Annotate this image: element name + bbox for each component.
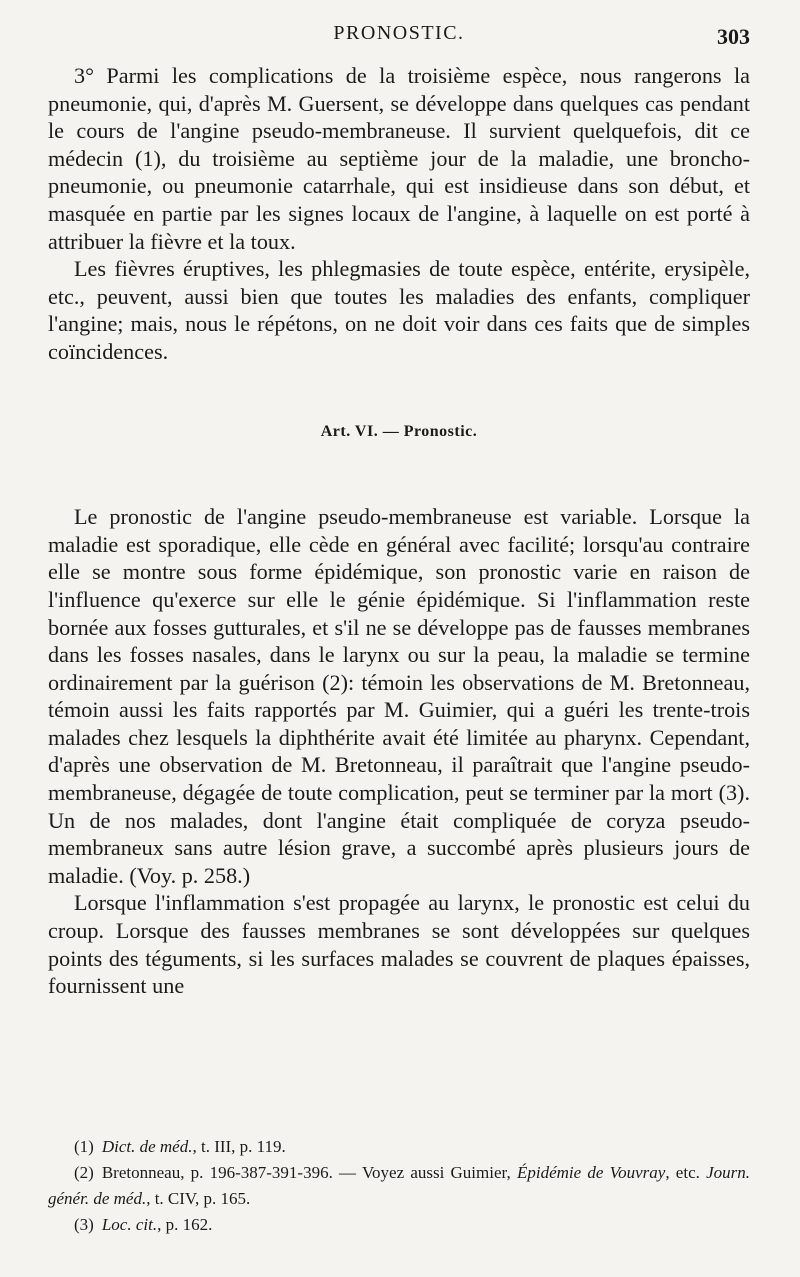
section-heading: Art. VI. — Pronostic. <box>320 422 478 440</box>
footnote-3 <box>48 1212 750 1238</box>
footnote-mark: (1) <box>74 1137 94 1156</box>
footnote-source-title: Épidémie de Vouvray <box>516 1163 666 1182</box>
running-title: PRONOSTIC. <box>333 22 465 44</box>
footnote-mark: (2) <box>74 1163 94 1182</box>
footnote-reference: , t. III, p. 119. <box>192 1137 286 1156</box>
paragraph-complications-pneumonia: 3° Parmi les complications de la troisième espèce, nous rangerons la pneumonie, qui, d'après M. Guersent, se développe dans quelques cas pendant le cours de l'angine pseudo-membraneuse. Il survient quelquefois, dit ce médecin (1), du troisième au septième jour de la maladie, une broncho-pneumonie, ou pneumonie catarrhale, qui est insidieuse dans son début, et masquée en partie par les signes locaux de l'angine, à laquelle on est porté à attribuer la fièvre et la toux. <box>48 63 750 254</box>
page-number: 303 <box>717 24 750 49</box>
page-header <box>48 18 750 54</box>
footnote-source-title: Journ. génér. de méd. <box>48 1163 750 1208</box>
footnote-2 <box>48 1160 750 1212</box>
footnote-source-title: Dict. de méd. <box>101 1137 193 1156</box>
footnote-reference: , t. CIV, p. 165. <box>146 1189 251 1208</box>
paragraph-larynx-propagation: Lorsque l'inflammation s'est propagée au larynx, le pronostic est celui du croup. Lorsque des fausses membranes se sont développées sur quelques points des téguments, si les surfaces malades se couvrent de plaques épaisses, fournissent une <box>48 890 750 999</box>
paragraph-prognosis-variable: Le pronostic de l'angine pseudo-membraneuse est variable. Lorsque la maladie est sporadique, elle cède en général avec facilité; lorsqu'au contraire elle se montre sous forme épidémique, son pronostic varie en raison de l'influence qu'exerce sur elle le génie épidémique. Si l'inflammation reste bornée aux fosses gutturales, et s'il ne se développe pas de fausses membranes dans les fosses nasales, dans le larynx ou sur la peau, la maladie se termine ordinairement par la guérison (2): témoin les observations de M. Bretonneau, témoin aussi les faits rapportés par M. Guimier, qui a guéri les trente-trois malades chez lesquels la diphthérite avait été limitée au pharynx. Cependant, d'après une observation de M. Bretonneau, il paraîtrait que l'angine pseudo-membraneuse, dégagée de toute complication, peut se terminer par la mort (3). Un de nos malades, dont l'angine était compliquée de coryza pseudo-membraneux sans autre lésion grave, a succombé après plusieurs jours de maladie. (Voy. p. 258.) <box>48 504 750 888</box>
footnotes <box>48 1134 750 1238</box>
footnote-reference: Bretonneau, p. 196-387-391-396. — Voyez aussi Guimier, <box>101 1163 517 1182</box>
footnote-reference: , etc. <box>665 1163 707 1182</box>
body-text <box>48 62 750 1000</box>
footnote-source-title: Loc. cit. <box>101 1215 158 1234</box>
footnote-mark: (3) <box>74 1215 94 1234</box>
footnote-1 <box>48 1134 750 1160</box>
paragraph-eruptive-fevers: Les fièvres éruptives, les phlegmasies de toute espèce, entérite, erysipèle, etc., peuvent, aussi bien que toutes les maladies des enfants, compliquer l'angine; mais, nous le répétons, on ne doit voir dans ces faits que de simples coïncidences. <box>48 256 750 364</box>
footnote-reference: , p. 162. <box>157 1215 213 1234</box>
